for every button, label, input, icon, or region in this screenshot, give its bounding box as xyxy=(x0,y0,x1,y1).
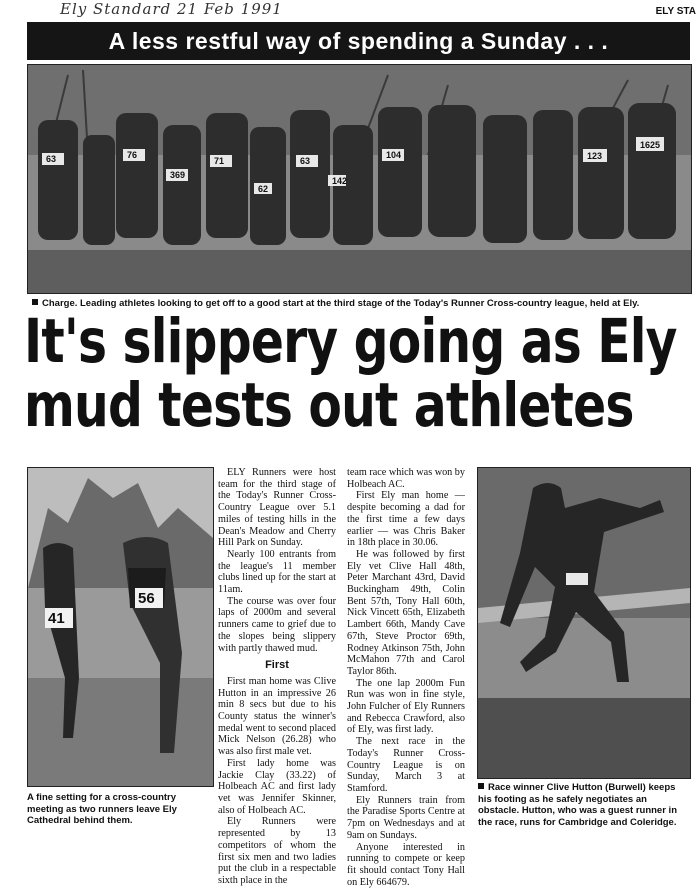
handwritten-date-note: Ely Standard 21 Feb 1991 xyxy=(60,0,283,18)
bib-number: 369 xyxy=(170,170,185,180)
caption-bullet-icon xyxy=(478,783,484,789)
bib-number: 104 xyxy=(386,150,401,160)
top-photo-caption-text: Charge. Leading athletes looking to get off to a good start at the third stage of the Today's Runner Cross-country league, held at Ely. xyxy=(42,298,639,309)
bib-number: 1625 xyxy=(640,140,660,150)
article-headline xyxy=(24,310,560,438)
paragraph: team race which was won by Holbeach AC. xyxy=(347,467,465,490)
headline-line-2: mud tests out athletes xyxy=(24,374,560,438)
bib-number: 76 xyxy=(127,150,137,160)
bib-number: 56 xyxy=(138,590,155,607)
bib-number: 123 xyxy=(587,151,602,161)
paragraph: He was followed by first Ely vet Clive Hall 48th, Peter Marchant 43rd, David Buckingham 49th, Colin Bent 57th, Tony Hall 60th, Nick Vincett 65th, Elizabeth Lambert 66th, Mandy Cave 67th, Steve Proctor 69th, Rodney Atkinson 75th, John McMahon 77th and Carol Taylor 86th. xyxy=(347,549,465,678)
paragraph: Anyone interested in running to compete or keep fit should contact Tony Hall on Ely 664679. xyxy=(347,842,465,888)
runners-start-photo xyxy=(27,64,692,294)
bib-number: 63 xyxy=(46,154,56,164)
paragraph: The one lap 2000m Fun Run was won in fine style, John Fulcher of Ely Runners and Rebecca Crawford, also of Ely, was first lady. xyxy=(347,678,465,737)
article-subhead: First xyxy=(218,660,336,672)
headline-line-1: It's slippery going as Ely xyxy=(24,310,560,374)
bib-number: 41 xyxy=(48,610,65,627)
paragraph: First man home was Clive Hutton in an impressive 26 min 8 secs but due to his County status the winner's medal went to second placed Mick Nelson (26.28) who was also first male vet. xyxy=(218,676,336,758)
bib-number: 63 xyxy=(300,156,310,166)
left-photo-caption-text: A fine setting for a cross-country meeting as two runners leave Ely Cathedral behind them. xyxy=(27,792,177,826)
paragraph: The next race in the Today's Runner Cross-Country League is on Sunday, March 3 at Stamford. xyxy=(347,736,465,795)
hutton-hurdle-photo xyxy=(477,467,691,779)
masthead-fragment: ELY STA xyxy=(656,6,696,17)
cathedral-runners-photo xyxy=(27,467,214,787)
article-column-2 xyxy=(347,467,465,888)
paragraph: Ely Runners were represented by 13 competitors of whom the first six men and two ladies put the club in a respectable sixth place in the xyxy=(218,816,336,886)
bib-number: 142 xyxy=(332,176,347,186)
bib-number: 62 xyxy=(258,184,268,194)
paragraph: Nearly 100 entrants from the league's 11 member clubs lined up for the start at 11am. xyxy=(218,549,336,596)
bib-number: 71 xyxy=(214,156,224,166)
paragraph: First Ely man home — despite becoming a dad for the first time a few days earlier — was Chris Baker in 18th place in 30.06. xyxy=(347,490,465,549)
right-photo-caption xyxy=(478,782,690,828)
section-banner: A less restful way of spending a Sunday . . . xyxy=(27,22,690,60)
paragraph: Ely Runners train from the Paradise Sports Centre at 7pm on Wednesdays and at 9am on Sundays. xyxy=(347,795,465,842)
paragraph: ELY Runners were host team for the third stage of the Today's Runner Cross-Country League over 5.1 miles of testing hills in the Dean's Meadow and Cherry Hill Park on Sunday. xyxy=(218,467,336,549)
caption-bullet-icon xyxy=(32,299,38,305)
right-photo-caption-text: Race winner Clive Hutton (Burwell) keeps his footing as he safely negotiates an obstacle. Hutton, who was a guest runner in the race, runs for Cambridge and Coleridge. xyxy=(478,782,677,828)
article-column-1 xyxy=(218,467,336,887)
paragraph: First lady home was Jackie Clay (33.22) of Holbeach AC and first lady vet was Jennifer Skinner, also of Holbeach AC. xyxy=(218,758,336,817)
paragraph: The course was over four laps of 2000m and several runners came to grief due to the slopes being slippery with partly thawed mud. xyxy=(218,596,336,655)
left-photo-caption xyxy=(27,792,212,827)
